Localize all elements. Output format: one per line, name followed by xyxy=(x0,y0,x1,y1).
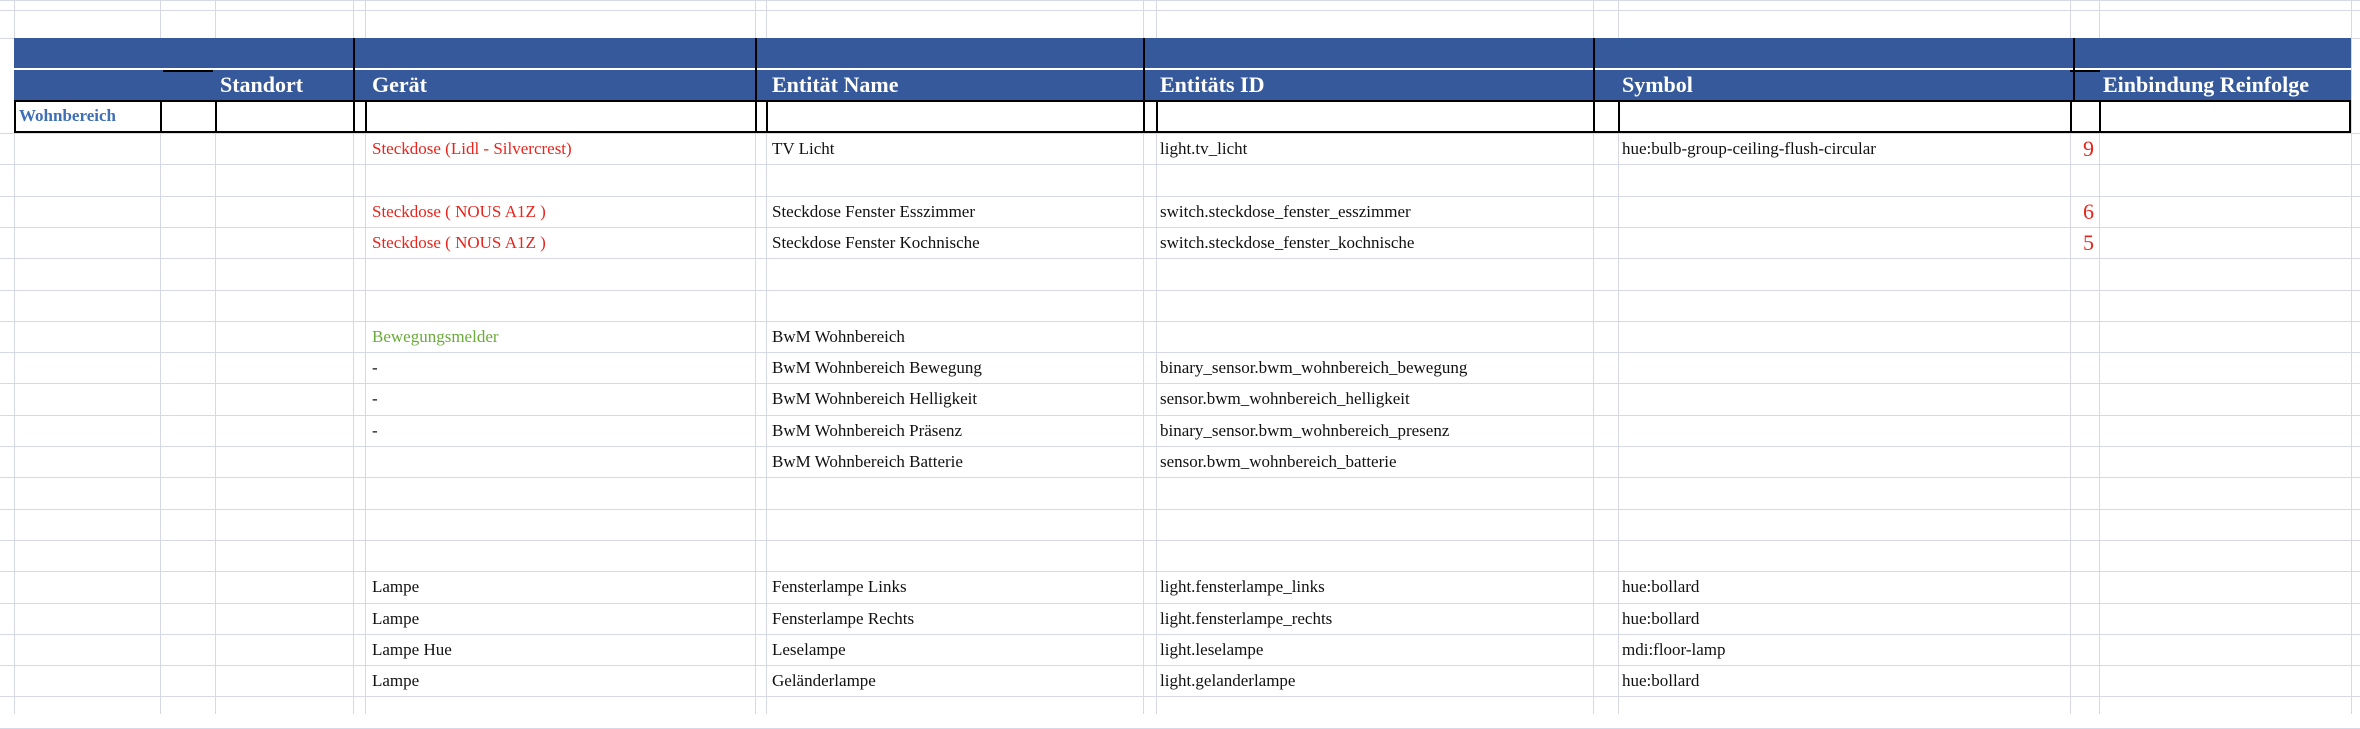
cell-entitaets-id[interactable]: light.gelanderlampe xyxy=(1160,671,1296,690)
grid-line xyxy=(0,321,2360,322)
grid-line xyxy=(0,509,2360,510)
grid-line xyxy=(0,0,2360,1)
cell-entitaets-id[interactable]: binary_sensor.bwm_wohnbereich_presenz xyxy=(1160,421,1450,440)
cell-geraet[interactable]: Steckdose ( NOUS A1Z ) xyxy=(372,202,546,221)
section-border-left xyxy=(14,100,16,133)
cell-entitaets-id[interactable]: switch.steckdose_fenster_kochnische xyxy=(1160,233,1415,252)
header-marker xyxy=(1143,38,1145,100)
section-cell-divider xyxy=(353,100,355,133)
header-symbol[interactable]: Symbol xyxy=(1622,72,1693,97)
header-marker xyxy=(2070,70,2100,72)
cell-entitaet-name[interactable]: BwM Wohnbereich Bewegung xyxy=(772,358,982,377)
cell-geraet[interactable]: Bewegungsmelder xyxy=(372,327,499,346)
cell-symbol[interactable]: hue:bollard xyxy=(1622,609,1700,628)
section-cell-divider xyxy=(365,100,367,133)
section-cell-divider xyxy=(160,100,162,133)
section-cell-divider xyxy=(2070,100,2072,133)
section-cell-divider xyxy=(215,100,217,133)
cell-entitaet-name[interactable]: Fensterlampe Links xyxy=(772,577,907,596)
cell-geraet[interactable]: Steckdose (Lidl - Silvercrest) xyxy=(372,139,572,158)
header-entitaet-name[interactable]: Entität Name xyxy=(772,72,899,97)
section-cell-divider xyxy=(1143,100,1145,133)
cell-entitaet-name[interactable]: Geländerlampe xyxy=(772,671,876,690)
cell-order[interactable]: 9 xyxy=(2083,136,2094,161)
grid-line xyxy=(0,258,2360,259)
section-border-right xyxy=(2349,100,2351,133)
cell-geraet[interactable]: - xyxy=(372,358,378,377)
grid-line xyxy=(2351,0,2352,714)
grid-line xyxy=(0,540,2360,541)
cell-geraet[interactable]: - xyxy=(372,421,378,440)
header-marker xyxy=(2073,38,2075,100)
header-einbindung[interactable]: Einbindung Reinfolge xyxy=(2103,72,2310,97)
header-entitaets-id[interactable]: Entitäts ID xyxy=(1160,72,1265,97)
cell-entitaets-id[interactable]: sensor.bwm_wohnbereich_batterie xyxy=(1160,452,1397,471)
cell-geraet[interactable]: Lampe xyxy=(372,671,420,690)
cell-geraet[interactable]: Lampe xyxy=(372,609,420,628)
cell-entitaet-name[interactable]: Fensterlampe Rechts xyxy=(772,609,915,628)
cell-entitaets-id[interactable]: light.leselampe xyxy=(1160,640,1264,659)
cell-order[interactable]: 5 xyxy=(2083,230,2094,255)
section-cell-divider xyxy=(1156,100,1158,133)
grid-line xyxy=(0,10,2360,11)
header-marker xyxy=(1593,38,1595,100)
cell-entitaets-id[interactable]: light.fensterlampe_rechts xyxy=(1160,609,1333,628)
grid-line xyxy=(0,164,2360,165)
section-cell-divider xyxy=(755,100,757,133)
section-cell-divider xyxy=(766,100,768,133)
cell-entitaet-name[interactable]: BwM Wohnbereich Batterie xyxy=(772,452,963,471)
cell-entitaet-name[interactable]: BwM Wohnbereich Präsenz xyxy=(772,421,962,440)
grid-line xyxy=(0,696,2360,697)
cell-entitaets-id[interactable]: switch.steckdose_fenster_esszimmer xyxy=(1160,202,1411,221)
grid-line xyxy=(0,477,2360,478)
cell-symbol[interactable]: hue:bollard xyxy=(1622,671,1700,690)
section-cell-divider xyxy=(1618,100,1620,133)
cell-geraet[interactable]: - xyxy=(372,389,378,408)
section-wohnbereich[interactable]: Wohnbereich xyxy=(19,106,116,125)
cell-entitaets-id[interactable]: binary_sensor.bwm_wohnbereich_bewegung xyxy=(1160,358,1468,377)
cell-entitaet-name[interactable]: Steckdose Fenster Esszimmer xyxy=(772,202,976,221)
section-cell-divider xyxy=(2099,100,2101,133)
cell-geraet[interactable]: Lampe Hue xyxy=(372,640,452,659)
cell-entitaet-name[interactable]: Steckdose Fenster Kochnische xyxy=(772,233,980,252)
cell-entitaet-name[interactable]: BwM Wohnbereich xyxy=(772,327,905,346)
cell-order[interactable]: 6 xyxy=(2083,199,2094,224)
cell-entitaet-name[interactable]: BwM Wohnbereich Helligkeit xyxy=(772,389,978,408)
section-cell-divider xyxy=(1593,100,1595,133)
cell-entitaets-id[interactable]: sensor.bwm_wohnbereich_helligkeit xyxy=(1160,389,1410,408)
cell-entitaet-name[interactable]: Leselampe xyxy=(772,640,846,659)
header-standort[interactable]: Standort xyxy=(220,72,304,97)
header-marker xyxy=(755,38,757,100)
header-marker xyxy=(353,38,355,100)
cell-symbol[interactable]: hue:bulb-group-ceiling-flush-circular xyxy=(1622,139,1876,158)
cell-symbol[interactable]: mdi:floor-lamp xyxy=(1622,640,1726,659)
header-geraet[interactable]: Gerät xyxy=(372,72,427,97)
cell-geraet[interactable]: Steckdose ( NOUS A1Z ) xyxy=(372,233,546,252)
cell-entitaet-name[interactable]: TV Licht xyxy=(772,139,835,158)
cell-entitaets-id[interactable]: light.fensterlampe_links xyxy=(1160,577,1325,596)
cell-entitaets-id[interactable]: light.tv_licht xyxy=(1160,139,1248,158)
cell-geraet[interactable]: Lampe xyxy=(372,577,420,596)
header-marker xyxy=(163,70,213,72)
grid-line xyxy=(0,290,2360,291)
cell-symbol[interactable]: hue:bollard xyxy=(1622,577,1700,596)
